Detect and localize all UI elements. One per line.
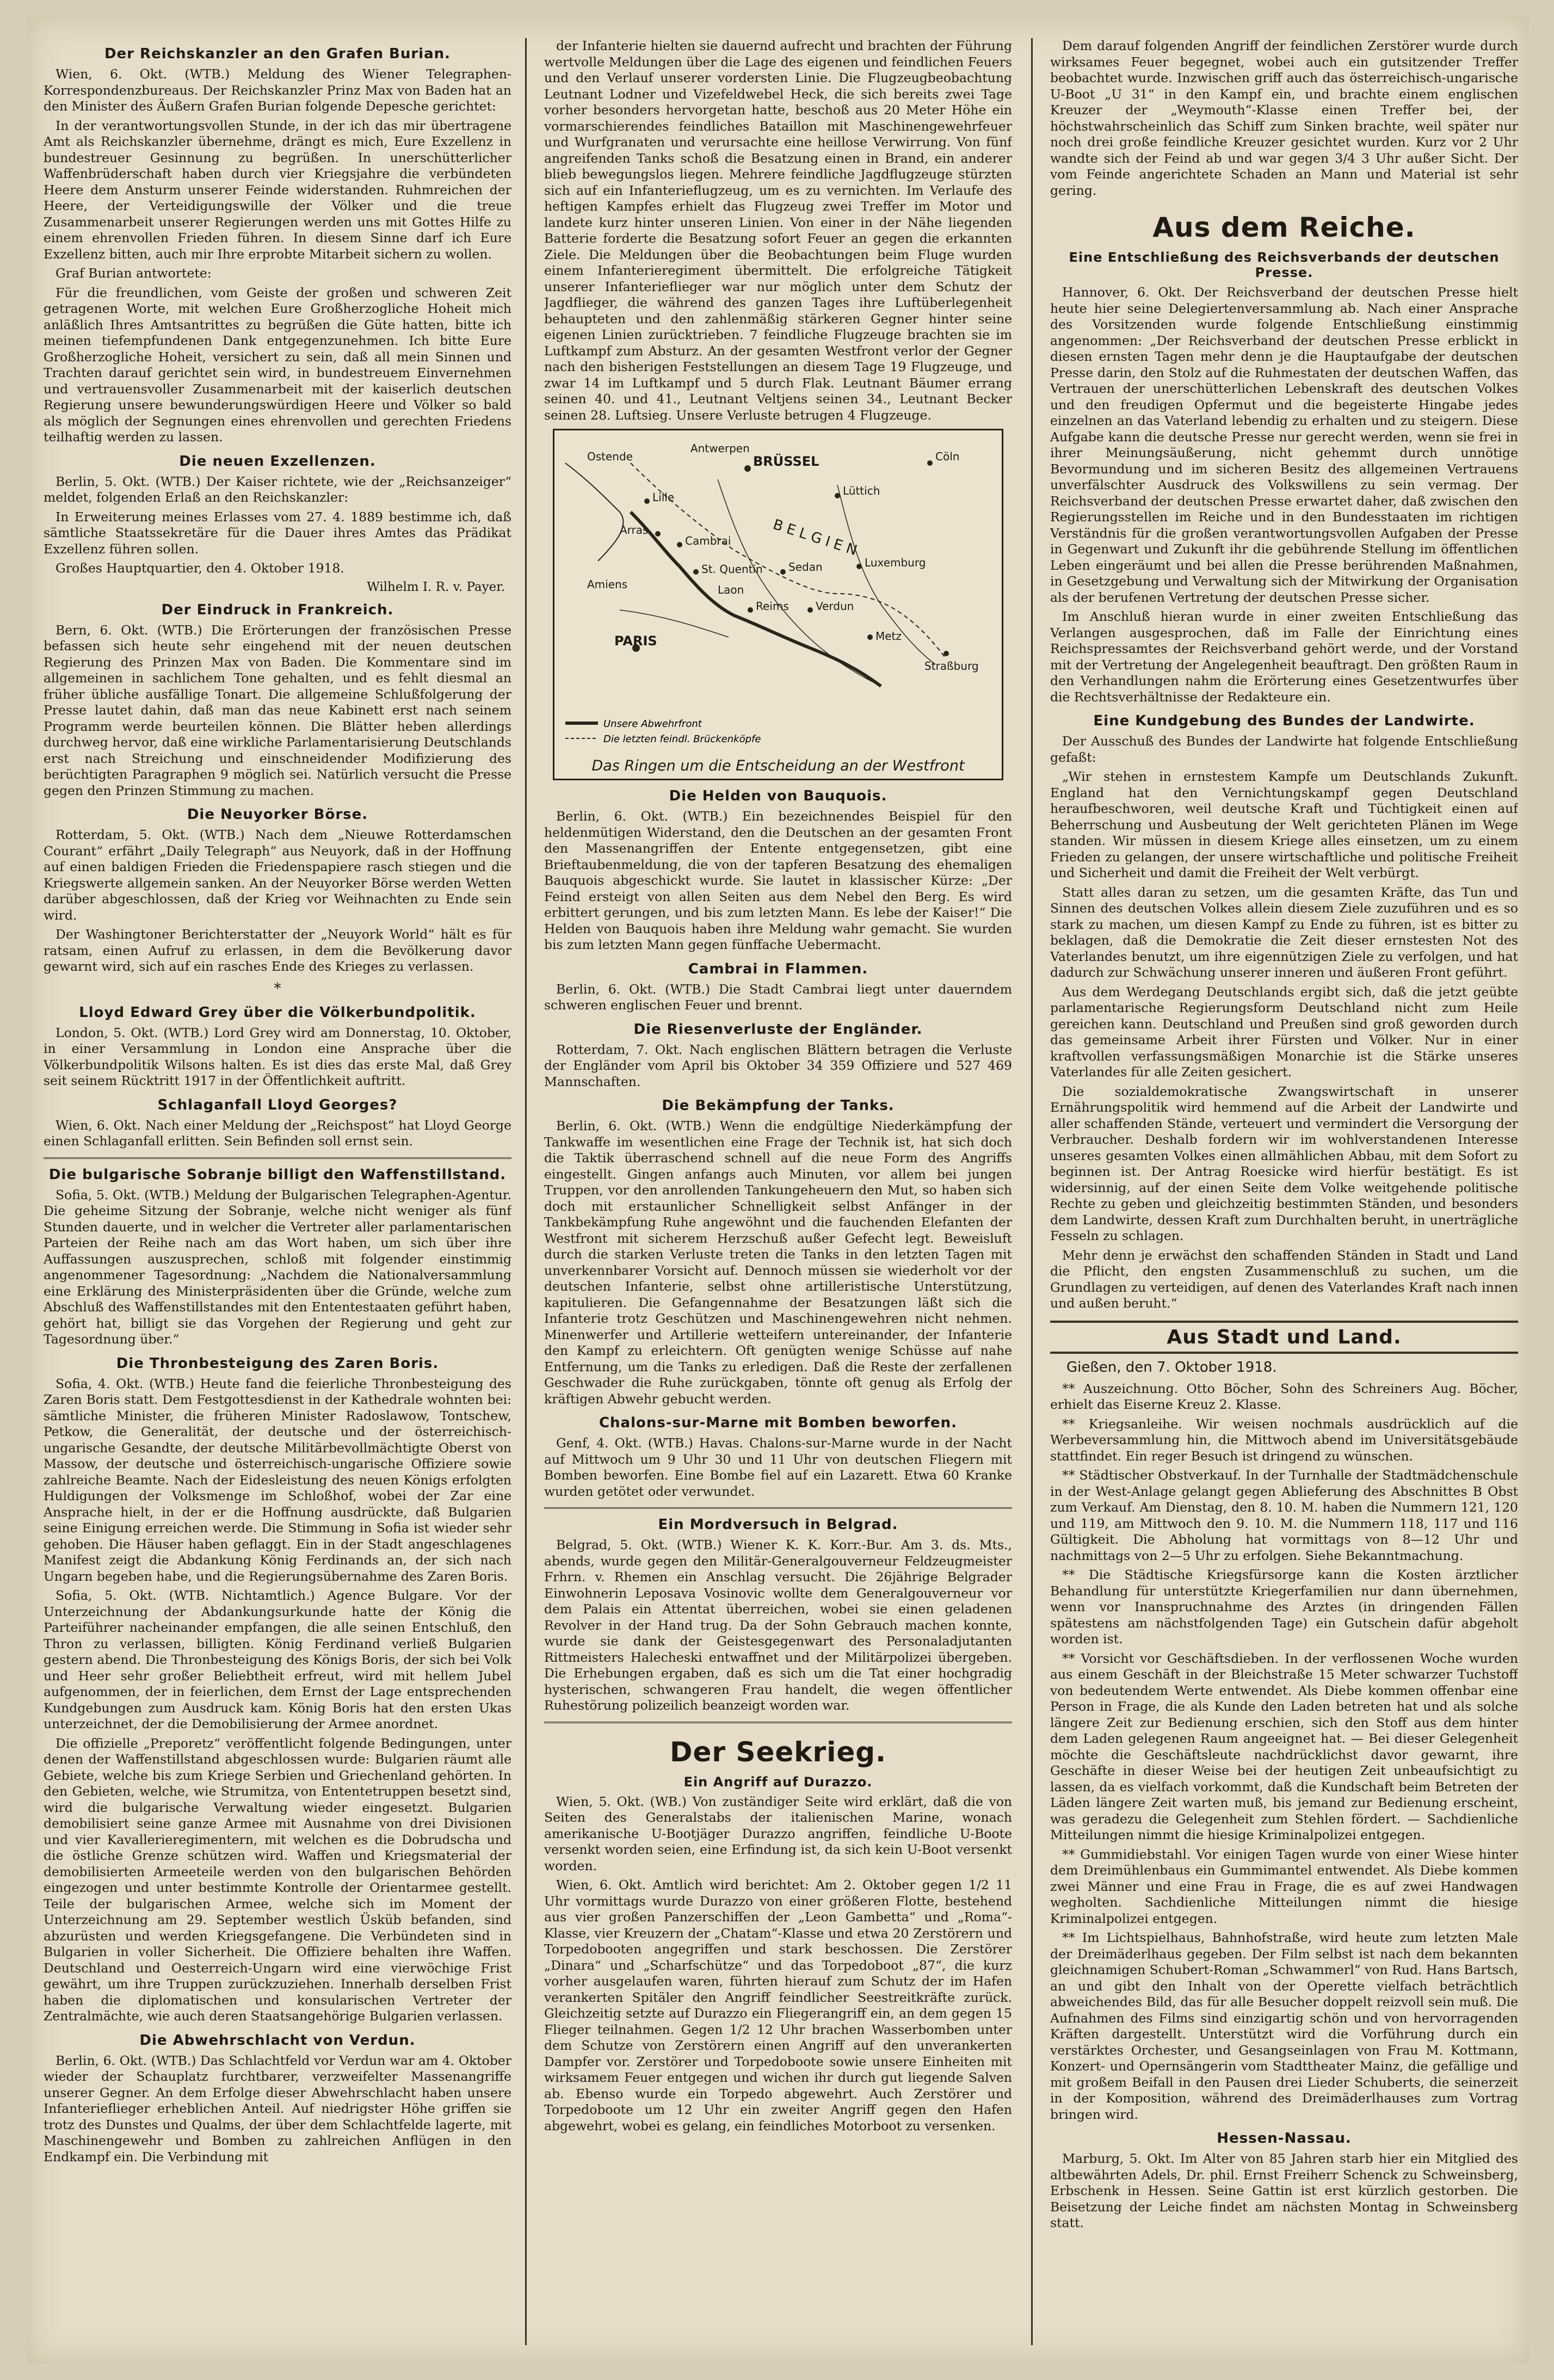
place-label: Metz	[875, 630, 902, 643]
place-label: Cöln	[935, 450, 960, 463]
paragraph: Berlin, 6. Okt. (WTB.) Wenn die endgültige Niederkämpfung der Tankwaffe im wesentlichen eine Frage der Technik ist, hat sich doch die Taktik überraschend schnell auf die neue Form des Angriffs eingestellt. Gingen anfangs auch Minuten, vor allem bei jungen Truppen, vor den anrollenden Tankungeheuern den Mut, so haben sich doch mit erstaunlicher Schnelligkeit selbst Anfänger in der Tankbekämpfung Ruhe angewöhnt und die fauchenden Elefanten der Westfront mit sicherem Herzschuß außer Gefecht legt. Beweisluft durch die starken Verluste treten die Tanks in den letzten Tagen mit unverkennbarer Vorsicht auf. Dennoch müssen sie wiederholt vor der deutschen Infanterie, selbst ohne artilleristische Unterstützung, kapitulieren. Die Gefangennahme der Besatzungen läßt sich die Infanterie trotz Geschützen und Maschinengewehren nicht nehmen. Minenwerfer und Artillerie wetteifern untereinander, der Infanterie den Kampf zu erleichtern. Oft genügten wenige Schüsse auf nahe Entfernung, um die Tanks zu erledigen. Daß die Reste der zerfallenen Geschwader die Ruhe zurückgaben, tönnte oft genug als Erfolg der kräftigen Abwehr gebucht werden.	[544, 1118, 1012, 1407]
paragraph: Wien, 6. Okt. Amtlich wird berichtet: Am 2. Oktober gegen 1/2 11 Uhr vormittags wurde Durazzo von einer größeren Flotte, bestehend aus vier großen Panzerschiffen der „Leon Gambetta“ und „Roma“-Klasse, vier Kreuzern der „Chatam“-Klasse und etwa 20 Zerstörern und Torpedobooten angegriffen und stark beschossen. Die Zerstörer „Dinara“ und „Scharfschütze“ und das Torpedoboot „87“, die kurz vorher ausgelaufen waren, führten hierauf zum Schutz der im Hafen verankerten Spitäler den Angriff feindlicher Seestreitkräfte zurück. Gleichzeitig setzte auf Durazzo ein Fliegerangriff ein, an dem gegen 15 Flieger teilnahmen. Gegen 1/2 12 Uhr brachen Wasserbomben unter dem Schutze von Zerstörern einen Angriff auf den unverankerten Dampfer vor. Zerstörer und Torpedoboote sowie unsere Einheiten mit wirksamem Feuer entgegen und wichen ihr durch gut liegende Salven ab. Ebenso wurde ein Torpedo abgewehrt. Auch Zerstörer und Torpedoboote um 12 Uhr ein zweiter Angriff gegen den Hafen abgewehrt, wobei es gelang, ein feindliches Motorboot zu versenken.	[544, 1877, 1012, 2134]
paragraph: Mehr denn je erwächst den schaffenden Ständen in Stadt und Land die Pflicht, den engsten Zusammenschluß zu suchen, um die Grundlagen zu verteidigen, auf denen des Vaterlandes Kraft nach innen und außen beruht.“	[1050, 1247, 1518, 1311]
divider	[44, 1157, 511, 1159]
legend-text: Die letzten feindl. Brückenköpfe	[603, 733, 761, 745]
paragraph: ** Gummidiebstahl. Vor einigen Tagen wurde von einer Wiese hinter dem Dreimühlenbaus ein Gummimantel entwendet. Als Diebe kommen zwei Männer und eine Frau in Frage, die es auf zwei Handwagen wegholten. Sachdienliche Mitteilungen nimmt die hiesige Kriminalpolizei entgegen.	[1050, 1846, 1518, 1926]
column-1	[44, 38, 511, 2345]
paragraph: Für die freundlichen, vom Geiste der großen und schweren Zeit getragenen Worte, mit welchen Eure Großherzogliche Hoheit mich anläßlich Ihres Amtsantrittes zu begrüßen die Güte hatten, bitte ich meinen tiefempfundenen Dank entgegenzunehmen. Ich bitte Eure Großherzogliche Hoheit, versichert zu sein, daß all mein Sinnen und Trachten darauf gerichtet sein wird, in bundestreuem Einvernehmen und vertrauensvoller Zusammenarbeit mit der kaiserlich deutschen Regierung unsere bewunderungswürdigen Heere und Völker so bald als möglich der Segnungen eines ehrenvollen und gerechten Friedens teilhaftig werden zu lassen.	[44, 285, 511, 445]
paragraph: Der Washingtoner Berichterstatter der „Neuyork World“ hält es für ratsam, einen Aufruf zu erlassen, in dem die Bevölkerung davor gewarnt wird, sich auf ein rasches Ende des Krieges zu verlassen.	[44, 927, 511, 974]
paragraph: Die sozialdemokratische Zwangswirtschaft in unserer Ernährungspolitik wird hemmend auf die Arbeit der Landwirte und aller schaffenden Stände, verteuert und vermindert die Versorgung der Verbraucher. Deshalb fordern wir im wohlverstandenen Interesse unseres gesamten Volkes einen allmählichen Abbau, mit dem Sofort zu beginnen ist. Der Antrag Roesicke wird hierfür bestätigt. Es ist widersinnig, auf der einen Seite dem Volke weitgehende politische Rechte zu geben und gleichzeitig bestimmten Ständen, und besonders dem Landwirte, dessen Kraft zum Durchhalten beruht, in unerträgliche Fesseln zu schlagen.	[1050, 1083, 1518, 1243]
signature: Wilhelm I. R. v. Payer.	[367, 579, 505, 594]
divider	[544, 1507, 1012, 1509]
city-marker	[780, 569, 786, 575]
headline: Die Thronbesteigung des Zaren Boris.	[116, 1355, 439, 1372]
newspaper-page	[27, 16, 1529, 2364]
paragraph: Graf Burian antwortete:	[55, 266, 212, 281]
paragraph: ** Auszeichnung. Otto Böcher, Sohn des Schreiners Aug. Böcher, erhielt das Eiserne Kreuz 2. Klasse.	[1050, 1380, 1518, 1412]
place-label: PARIS	[614, 633, 657, 649]
paragraph: Belgrad, 5. Okt. (WTB.) Wiener K. K. Korr.-Bur. Am 3. ds. Mts., abends, wurde gegen den Militär-Generalgouverneur Feldzeugmeister Frhrn. v. Rhemen ein Anschlag versucht. Die 26jährige Belgrader Einwohnerin Leposava Vosinovic wollte dem Generalgouverneur vor dem Palais ein Attentat überreichen, wobei sie einen geladenen Revolver in der Hand trug. Da der Sohn Gebrauch machen konnte, wurde sie dank der Geistesgegenwart des Personaladjutanten Rittmeisters Halecheski entwaffnet und der Militärpolizei übergeben. Die Erhebungen ergaben, daß es sich um die Tat einer hochgradig hysterischen, schwangeren Frau handelt, die wegen öffentlicher Ruhestörung polizeilich beanzeigt worden war.	[544, 1537, 1012, 1713]
city-marker	[748, 607, 753, 613]
paragraph: Dem darauf folgenden Angriff der feindlichen Zerstörer wurde durch wirksames Feuer begegnet, wobei auch ein gutsitzender Treffer beobachtet wurde. Inzwischen griff auch das österreichisch-ungarische U-Boot „U 31“ in den Kampf ein, und brachte einem englischen Kreuzer der „Weymouth“-Klasse einen Treffer bei, der höchstwahrscheinlich das Schiff zum Sinken brachte, weil später nur noch drei große feindliche Kreuzer gesichtet wurden. Kurz vor 2 Uhr wandte sich der Feind ab und war gegen 3/4 3 Uhr außer Sicht. Der vom Feinde angerichtete Schaden an Mann und Material ist sehr gering.	[1050, 38, 1518, 198]
paragraph: Genf, 4. Okt. (WTB.) Havas. Chalons-sur-Marne wurde in der Nacht auf Mittwoch um 9 Uhr 30 und 11 Uhr von deutschen Fliegern mit Bomben beworfen. Eine Bombe fiel auf ein Lazarett. Etwa 60 Kranke wurden getötet oder verwundet.	[544, 1435, 1012, 1499]
place-label: Laon	[718, 583, 744, 596]
headline: Ein Mordversuch in Belgrad.	[658, 1516, 898, 1533]
column-3	[1050, 38, 1518, 2345]
paragraph: ** Die Städtische Kriegsfürsorge kann die Kosten ärztlicher Behandlung für unterstützte Kriegerfamilien nur dann übernehmen, wenn vor Inanspruchnahme des Arztes (in dringenden Fällen spätestens am nächstfolgenden Tage) ein Gutschein dafür abgeholt worden ist.	[1050, 1567, 1518, 1647]
headline: Die Bekämpfung der Tanks.	[662, 1097, 895, 1114]
city-marker	[744, 465, 751, 472]
place-label: Ostende	[587, 450, 633, 463]
map-legend	[565, 718, 761, 745]
place-label: Cambrai	[685, 534, 731, 547]
column-2	[544, 38, 1012, 2345]
headline: Cambrai in Flammen.	[688, 960, 868, 977]
paragraph: Berlin, 6. Okt. (WTB.) Die Stadt Cambrai liegt unter dauerndem schweren englischen Feuer und brennt.	[544, 981, 1012, 1013]
place-label: Luxemburg	[865, 556, 926, 569]
place-label: St. Quentin	[701, 563, 763, 576]
paragraph: Aus dem Werdegang Deutschlands ergibt sich, daß die jetzt geübte parlamentarische Regierungsform Deutschland nicht zum Heile gereichen kann. Deutschland und Preußen sind groß geworden durch das gemeinsame Arbeit ihrer Fürsten und Völker. Nur in einer kraftvollen verfassungsmäßigen Monarchie ist die Stärke unseres Vaterlandes für alle Zeiten gesichert.	[1050, 984, 1518, 1080]
section-headline: Aus Stadt und Land.	[1167, 1325, 1402, 1348]
headline: Der Eindruck in Frankreich.	[161, 601, 394, 618]
paragraph: Die offizielle „Preporetz“ veröffentlicht folgende Bedingungen, unter denen der Waffenstillstand abgeschlossen wurde: Bulgarien räumt alle Gebiete, welche bis zum Kriege Serbien und Griechenland gehörten. In den Gebieten, welche, wie Strumitza, von Ententetruppen besetzt sind, wird die bulgarische Verwaltung wieder eingesetzt. Bulgarien demobilisiert seine ganze Armee mit Ausnahme von drei Divisionen und vier Kavallerieregimentern, mit welchen es die Dobrudscha und die östliche Grenze schützen wird. Waffen und Kriegsmaterial der demobilisierten Armeeteile werden von den bulgarischen Behörden eingezogen und unter bestimmte Kontrolle der Orientarmee gestellt. Teile der bulgarischen Armee, welche sich im Moment der Unterzeichnung am 29. September westlich Üsküb befanden, sind abzurüsten und werden Kriegsgefangene. Die Verbündeten sind in Bulgarien in voller Sicherheit. Die Offiziere behalten ihre Waffen. Deutschland und Oesterreich-Ungarn wird eine vierwöchige Frist gewährt, um ihre Truppen zurückzuziehen. Innerhalb derselben Frist haben die diplomatischen und konsularischen Vertreter der Zentralmächte, wie auch deren Staatsangehörige Bulgarien verlassen.	[44, 1735, 511, 2024]
divider	[544, 1722, 1012, 1723]
map-caption: Das Ringen um die Entscheidung an der Westfront	[591, 757, 965, 774]
paragraph: ** Im Lichtspielhaus, Bahnhofstraße, wird heute zum letzten Male der Dreimäderlhaus gegeben. Der Film selbst ist nach dem bekannten gleichnamigen Schubert-Roman „Schwammerl“ von Rud. Hans Bartsch, an und gibt den Inhalt von der Operette vielfach beträchtlich abweichendes Bild, das für alle Besucher doppelt reizvoll sein muß. Die Aufnahmen des Films sind einzigartig schön und von hervorragenden Kräften dargestellt. Unterstützt wird die Vorführung durch ein verstärktes Orchester, und Gesangseinlagen von Frau M. Kottmann, Konzert- und Opernsängerin vom Stadttheater Mainz, die gefällige und mit großem Beifall in den Pausen drei Lieder Schuberts, die seinerzeit in der Komposition, während des Dreimäderlhauses zum Vortrag bringen wird.	[1050, 1930, 1518, 2122]
place-label: Antwerpen	[690, 442, 750, 455]
region-label: BELGIEN	[770, 516, 864, 560]
paragraph: ** Städtischer Obstverkauf. In der Turnhalle der Stadtmädchenschule in der West-Anlage gelangt gegen Ablieferung des Abschnittes B Obst zum Verkauf. Am Dienstag, den 8. 10. M. haben die Nummern 121, 120 und 119, am Mittwoch den 9. 10. M. die Nummern 118, 117 und 116 Gültigkeit. Die Abholung hat vormittags von 8—12 Uhr und nachmittags von 2—5 Uhr zu erfolgen. Siehe Bekanntmachung.	[1050, 1468, 1518, 1563]
city-marker	[927, 460, 933, 466]
paragraph: Marburg, 5. Okt. Im Alter von 85 Jahren starb hier ein Mitglied des altbewährten Adels, Dr. phil. Ernst Freiherr Schenck zu Schweinsberg, Erbschenk in Hessen. Seine Gattin ist erst kürzlich gestorben. Die Beisetzung der Leiche findet am nächsten Montag in Schweinsberg statt.	[1050, 2151, 1518, 2230]
paragraph: Rotterdam, 7. Okt. Nach englischen Blättern betragen die Verluste der Engländer vom April bis Oktober 34 359 Offiziere und 527 469 Mannschaften.	[544, 1041, 1012, 1089]
paragraph: Sofia, 4. Okt. (WTB.) Heute fand die feierliche Thronbesteigung des Zaren Boris statt. Dem Festgottesdienst in der Kathedrale wohnten bei: sämtliche Minister, die früheren Minister Radoslawow, Tontschew, Petkow, die Generalität, der deutsche und der österreichisch-ungarische Gesandte, der deutsche Militärbevollmächtigte Oberst von Massow, der deutsche und österreichisch-ungarische Offiziere sowie zahlreiche Beamte. Nach der Eidesleistung des neuen Königs erfolgten Huldigungen der Volksmenge im Schloßhof, wobei der Zar eine Ansprache hielt, in der er die Hoffnung ausdrückte, daß Bulgarien seine Einigung erreichen werde. Die Stimmung in Sofia ist wieder sehr gehoben. Die Häuser haben geflaggt. Ein in der Stadt angeschlagenes Manifest zeigt die Abdankung König Ferdinands an, der sich nach Ungarn begeben habe, und die Regierungsübernahme des Zaren Boris.	[44, 1376, 511, 1584]
place-label: Arras	[620, 523, 649, 537]
headline: Eine Kundgebung des Bundes der Landwirte.	[1093, 713, 1475, 729]
section-headline: Der Seekrieg.	[669, 1736, 887, 1768]
paragraph: In Erweiterung meines Erlasses vom 27. 4. 1889 bestimme ich, daß sämtliche Staatssekretäre für die Dauer ihres Amtes das Prädikat Exzellenz führen sollen.	[44, 509, 511, 557]
city-marker	[867, 634, 873, 640]
paragraph: London, 5. Okt. (WTB.) Lord Grey wird am Donnerstag, 10. Oktober, in einer Versammlung in London eine Ansprache über die Völkerbundpolitik Wilsons halten. Es ist dies das erste Mal, daß Grey seit seinem Rücktritt 1917 in der Öffentlichkeit auftritt.	[44, 1025, 511, 1088]
city-marker	[644, 498, 650, 504]
paragraph: „Wir stehen in ernstestem Kampfe um Deutschlands Zukunft. England hat den Vernichtungskampf gegen Deutschland heraufbeschworen, weil deutsche Kraft und Tüchtigkeit einen auf Beherrschung und Ausbeutung der Welt gerichteten Plänen im Wege standen. Wir müssen in diesem Kriege alles einsetzen, um zu einem Frieden zu gelangen, der unsere wirtschaftliche und politische Freiheit und Sicherheit und damit die Freiheit der Welt verbürgt.	[1050, 769, 1518, 880]
westfront-map	[553, 429, 1003, 780]
paragraph: Großes Hauptquartier, den 4. Oktober 1918.	[55, 560, 344, 576]
place-label: Straßburg	[924, 659, 979, 673]
city-marker	[943, 651, 949, 656]
paragraph: Berlin, 6. Okt. (WTB.) Ein bezeichnendes Beispiel für den heldenmütigen Widerstand, den die Deutschen an der gesamten Front den Massenangriffen der Entente entgegensetzen, gibt eine Brieftaubenmeldung, die von der tapferen Besatzung des ehemaligen Bauquois abgeschickt wurde. Sie lautet in klassischer Kürze: „Der Feind ersteigt von allen Seiten aus dem Nebel den Berg. Es wird erbittert gerungen, und bis zum letzten Mann. Es lebe der Kaiser!“ Die Helden von Bauquois haben ihre Meldung wahr gemacht. Sie wurden bis zum letzten Mann gegen fünffache Uebermacht.	[544, 809, 1012, 952]
paragraph: ** Vorsicht vor Geschäftsdieben. In der verflossenen Woche wurden aus einem Geschäft in der Bleichstraße 15 Meter schwarzer Tuchstoff von bedeutendem Werte entwendet. Als Diebe kommen offenbar eine Person in Frage, die als Kunde den Laden betreten hat und als solche längere Zeit zur Bedienung erschien, sich den Stoff aus dem hinter dem Laden gelegenen Raum angeeignet hat. — Bei dieser Gelegenheit möchte die Geschäftsleute nachdrücklichst davor gewarnt, ihre Geschäfte in dieser Weise bei der heutigen Zeit unbeaufsichtigt zu lassen, da es vielfach vorkommt, daß die Kundschaft beim Betreten der Läden längere Zeit warten muß, bis jemand zur Bedienung erscheint, was geradezu die Gelegenheit zum Stehlen fördert. — Sachdienliche Mitteilungen nimmt die hiesige Kriminalpolizei entgegen.	[1050, 1650, 1518, 1842]
paragraph: In der verantwortungsvollen Stunde, in der ich das mir übertragene Amt als Reichskanzler übernehme, drängt es mich, Eure Exzellenz in bundestreuer Gesinnung zu begrüßen. In unerschütterlicher Waffenbrüderschaft haben durch vier Kriegsjahre die verbündeten Heere dem Ansturm unserer Feinde widerstanden. Ruhmreichen der Heere, der Verteidigungswille der Völker und die treue Zusammenarbeit unserer Regierungen werden uns mit Gottes Hilfe zu einem ehrenvollen Frieden führen. In diesem Sinne darf ich Eure Exzellenz bitten, auch mir Ihre erprobte Mitarbeit sichern zu wollen.	[44, 118, 511, 262]
paragraph: Wien, 6. Okt. Nach einer Meldung der „Reichspost“ hat Lloyd George einen Schlaganfall erlitten. Sein Befinden soll ernst sein.	[44, 1117, 511, 1149]
paragraph: Sofia, 5. Okt. (WTB. Nichtamtlich.) Agence Bulgare. Vor der Unterzeichnung der Abdankungsurkunde hatte der König die Parteiführer nacheinander empfangen, die alle seinen Entschluß, den Thron zu verlassen, billigten. König Ferdinand verließ Bulgarien gestern abend. Die Thronbesteigung des Königs Boris, der sich bei Volk und Heer sehr großer Beliebtheit erfreut, wird mit hellem Jubel aufgenommen, der in feierlichen, dem Ernst der Lage entsprechenden Kundgebungen zum Ausdruck kam. König Boris hat den ersten Ukas unterzeichnet, der die Demobilisierung der Armee anordnet.	[44, 1588, 511, 1731]
paragraph: Rotterdam, 5. Okt. (WTB.) Nach dem „Nieuwe Rotterdamschen Courant“ erfährt „Daily Telegraph“ aus Neuyork, daß in der Hoffnung auf einen baldigen Frieden die Friedenspapiere rasch stiegen und die Kriegswerte allgemein sanken. An der Neuyorker Börse werden Wetten darüber abgeschlossen, daß der Krieg vor Weihnachten zu Ende sein wird.	[44, 827, 511, 923]
headline: Hessen-Nassau.	[1217, 2130, 1352, 2147]
legend-text: Unsere Abwehrfront	[603, 718, 702, 730]
place-label: Lüttich	[843, 484, 880, 497]
city-marker	[835, 493, 840, 498]
paragraph: Hannover, 6. Okt. Der Reichsverband der deutschen Presse hielt heute hier seine Delegiertenversammlung ab. Nach einer Ansprache des Vorsitzenden wurde folgende Entschließung einstimmig angenommen: „Der Reichsverband der deutschen Presse erblickt in diesen ernsten Tagen mehr denn je die Hauptaufgabe der deutschen Presse darin, den Stolz auf die Ruhmestaten der deutschen Waffen, das Vertrauen der unerschütterlichen Lebenskraft des deutschen Volkes und den freudigen Opfermut und die begeisterte Hingabe jedes einzelnen an das Vaterland lebendig zu erhalten und zu steigern. Diese Aufgabe kann die deutsche Presse nur gerecht werden, wenn sie frei in ihrer Meinungsäußerung, nicht gehemmt durch unnötige Bevormundung und im sicheren Besitz des allgemeinen Vertrauens unverfälschter Ausdruck des Volkswillens zu sein vermag. Der Reichsverband der deutschen Presse erwartet daher, daß zwischen den Regierungsstellen im Reiche und in den Bundesstaaten im richtigen Verständnis für die großen verantwortungsvollen Aufgaben der Presse in Gegenwart und Zukunft ihr die gebührende Stellung im öffentlichen Leben eingeräumt und bei allen die Presse berührenden Maßnahmen, in Gesetzgebung und Verwaltung sich der Mitwirkung der Organisation als der berufenen Vertretung der deutschen Presse sicher.	[1050, 285, 1518, 605]
river	[718, 479, 881, 686]
city-marker	[693, 569, 699, 575]
paragraph: Statt alles daran zu setzen, um die gesamten Kräfte, das Tun und Sinnen des deutschen Volkes allein diesem Ziele zuzuführen und es so stark zu machen, um diesen Kampf zu Ende zu führen, ist es bitter zu beklagen, daß die Demokratie die Zeit dieser ernstesten Not des Vaterlandes benutzt, um ihre eigennützigen Ziele zu verfolgen, und hat dadurch zur Schwächung unserer inneren und äußeren Front geführt.	[1050, 884, 1518, 980]
place-label: Verdun	[816, 600, 854, 613]
headline: Chalons-sur-Marne mit Bomben beworfen.	[599, 1415, 958, 1431]
paragraph: Berlin, 6. Okt. (WTB.) Das Schlachtfeld vor Verdun war am 4. Oktober wieder der Schauplatz furchtbarer, verzweifelter Massenangriffe unserer Gegner. An dem Erfolge dieser Abwehrschlacht haben unsere Infanterieflieger erheblichen Anteil. Auf niedrigster Höhe griffen sie trotz des Dunstes und Qualms, der über dem Schlachtfelde lagerte, mit Maschinengewehr und Bomben zu zahlreichen Anflügen in den Endkampf ein. Die Verbindung mit	[44, 2052, 511, 2165]
paragraph: Wien, 6. Okt. (WTB.) Meldung des Wiener Telegraphen-Korrespondenzbureaus. Der Reichskanzler Prinz Max von Baden hat an den Minister des Äußern Grafen Burian folgende Depesche gerichtet:	[44, 66, 511, 114]
place-label: Lille	[652, 491, 675, 504]
headline: Die Neuyorker Börse.	[187, 806, 368, 823]
city-marker	[807, 607, 813, 613]
paragraph: der Infanterie hielten sie dauernd aufrecht und brachten der Führung wertvolle Meldungen über die Lage des eigenen und feindlichen Feuers und den Verlauf unserer vordersten Linie. Die Flugzeugbeobachtung Leutnant Lodner und Vizefeldwebel Heck, die sich bereits zwei Tage vorher besonders hervorgetan hatte, beschoß aus 20 Meter Höhe ein vormarschierendes feindliches Bataillon mit Maschinengewehrfeuer und Wurfgranaten und verursachte eine heillose Verwirrung. Von fünf angreifenden Tanks schoß die Besatzung einen in Brand, ein anderer blieb bewegungslos liegen. Mehrere feindliche Jagdflugzeuge stürzten sich auf ein Infanterieflugzeug, um es zu vernichten. Im Verlaufe des heftigen Kampfes erhielt das Flugzeug zwei Treffer im Motor und landete kurz hinter unseren Linien. Von einer in der Nähe liegenden Batterie forderte die Besatzung sofort Feuer an gegen die erkannten Ziele. Die Meldungen über die Beobachtungen beim Fluge wurden einem Infanterieregiment übermittelt. Die erfolgreiche Tätigkeit unserer Infanterieflieger war nur möglich unter dem Schutz der Jagdflieger, die während des ganzen Tages ihre Luftüberlegenheit behaupteten und den zahlenmäßig stärkeren Gegner hinter seine eigenen Linien zurücktrieben. 7 feindliche Flugzeuge brachten sie im Luftkampf zum Absturz. An der gesamten Westfront verlor der Gegner nach den bisherigen Feststellungen an diesem Tage 19 Flugzeuge, und zwar 14 im Luftkampf und 5 durch Flak. Leutnant Bäumer errang seinen 40. und 41., Leutnant Veltjens seinen 34., Leutnant Becker seinen 28. Luftsieg. Unsere Verluste betrugen 4 Flugzeuge.	[544, 38, 1012, 423]
headline: Die Riesenverluste der Engländer.	[633, 1021, 923, 1038]
city-marker	[677, 542, 682, 547]
paragraph: Berlin, 5. Okt. (WTB.) Der Kaiser richtete, wie der „Reichsanzeiger“ meldet, folgenden Erlaß an den Reichskanzler:	[44, 473, 511, 505]
place-label: BRÜSSEL	[753, 454, 819, 469]
section-header-box	[1050, 1321, 1518, 1354]
separator-star: *	[274, 980, 281, 997]
city-marker	[655, 531, 661, 537]
coastline	[565, 463, 623, 561]
headline: Die bulgarische Sobranje billigt den Waffenstillstand.	[48, 1166, 507, 1183]
column-rule	[525, 38, 527, 2345]
headline: Die Helden von Bauquois.	[669, 788, 887, 804]
city-marker	[856, 564, 862, 569]
paragraph: ** Kriegsanleihe. Wir weisen nochmals ausdrücklich auf die Werbeversammlung hin, die Mittwoch abend im Universitätsgebäude stattfindet. Ein reger Besuch ist dringend zu wünschen.	[1050, 1416, 1518, 1464]
column-rule	[1031, 38, 1033, 2345]
headline: Die Abwehrschlacht von Verdun.	[139, 2032, 416, 2049]
headline: Die neuen Exzellenzen.	[179, 453, 376, 470]
place-label: Reims	[756, 600, 789, 613]
headline: Lloyd Edward Grey über die Völkerbundpolitik.	[79, 1004, 476, 1021]
map-drawing	[554, 430, 1002, 775]
dateline: Gießen, den 7. Oktober 1918.	[1066, 1359, 1277, 1376]
paragraph: Der Ausschuß des Bundes der Landwirte hat folgende Entschließung gefaßt:	[1050, 733, 1518, 765]
headline: Schlaganfall Lloyd Georges?	[157, 1096, 398, 1113]
paragraph: Wien, 5. Okt. (WB.) Von zuständiger Seite wird erklärt, daß die von Seiten des Generalstabs der italienischen Marine, wonach amerikanische U-Bootjäger Durazzo angriffen, feindliche U-Boote versenkt worden seien, eine Erfindung ist, da sich kein U-Boot versenkt worden.	[544, 1793, 1012, 1873]
paragraph: Bern, 6. Okt. (WTB.) Die Erörterungen der französischen Presse befassen sich heute sehr eingehend mit der neuen deutschen Regierung des Prinzen Max von Baden. Die Kommentare sind im allgemeinen in sachlichem Tone gehalten, und es fehlt diesmal an früher übliche ausfällige Tonart. Die allgemeine Schlußfolgerung der Presse lautet dahin, daß man das neue Kabinett erst nach seinem Programm werde beurteilen können. Die Blätter heben allerdings durchweg hervor, daß eine wirkliche Parlamentarisierung Deutschlands erst nach Streichung und einschneidender Modifizierung des berüchtigten Paragraphen 9 möglich sei. Natürlich versucht die Presse gegen den Prinzen Stimmung zu machen.	[44, 622, 511, 798]
paragraph: Im Anschluß hieran wurde in einer zweiten Entschließung das Verlangen ausgesprochen, daß im Falle der Einrichtung eines Reichspressamtes der Reichsverband gehört werde, und der Vorstand mit der Vertretung der Angelegenheit beauftragt. Den größten Raum in den Verhandlungen nahm die Erörterung eines Gesetzentwurfes über die Rechtsverhältnisse der Redakteure ein.	[1050, 609, 1518, 705]
subheadline: Ein Angriff auf Durazzo.	[683, 1774, 873, 1790]
headline: Der Reichskanzler an den Grafen Burian.	[104, 46, 451, 62]
section-headline: Aus dem Reiche.	[1152, 212, 1416, 243]
place-label: Sedan	[788, 560, 823, 574]
subheadline: Eine Entschließung des Reichsverbands der deutschen Presse.	[1069, 250, 1500, 280]
place-label: Amiens	[587, 578, 628, 591]
paragraph: Sofia, 5. Okt. (WTB.) Meldung der Bulgarischen Telegraphen-Agentur. Die geheime Sitzung der Sobranje, welche nicht weniger als fünf Stunden dauerte, und in welcher die Vertreter aller parlamentarischen Parteien der Reihe nach am das Wort haben, um sich über ihre Auffassungen auszusprechen, schloß mit folgender einstimmig angenommener Tagesordnung: „Nachdem die Nationalversammlung eine Erklärung des Ministerpräsidenten über die Gründe, welche zum Abschluß des Waffenstillstandes mit den Ententestaaten geführt haben, gehört hat, billigt sie das Vorgehen der Regierung und geht zur Tagesordnung über.“	[44, 1187, 511, 1347]
